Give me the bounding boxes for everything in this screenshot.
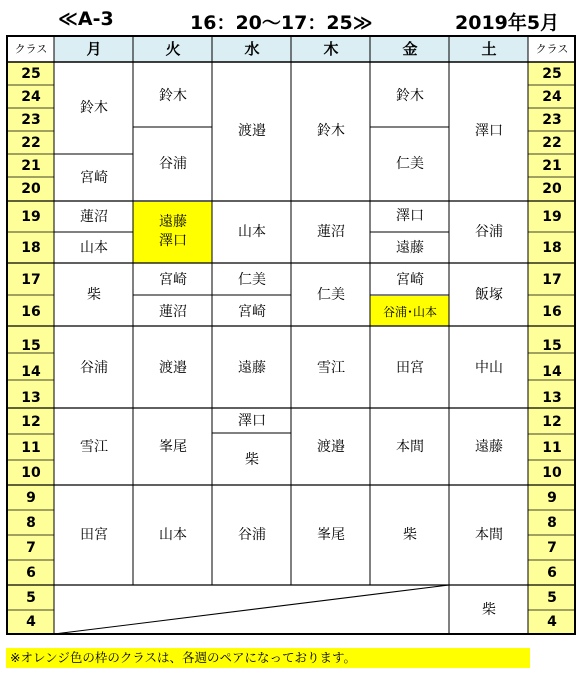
- class-num-left: 13: [21, 390, 41, 406]
- class-num-left: 9: [26, 490, 36, 506]
- day-header-wed: 水: [244, 40, 260, 58]
- cell-fri: 仁美: [396, 156, 424, 172]
- class-num-right: 25: [542, 66, 562, 82]
- cell-tue: 渡邉: [159, 360, 187, 376]
- class-num-left: 14: [21, 364, 41, 380]
- class-num-right: 14: [542, 364, 562, 380]
- class-num-left: 17: [21, 272, 41, 288]
- cell-wed: 宮崎: [238, 304, 266, 320]
- class-num-right: 13: [542, 390, 562, 406]
- cell-fri: 本間: [396, 439, 424, 455]
- schedule-title: ≪A-3: [58, 8, 114, 30]
- class-num-left: 22: [21, 135, 41, 151]
- cell-thu: 雪江: [317, 360, 345, 376]
- cell-fri: 柴: [403, 527, 417, 543]
- class-header-right: クラス: [535, 42, 569, 56]
- time-range: 16：20～17：25≫: [190, 12, 373, 34]
- class-num-left: 21: [21, 158, 41, 174]
- class-num-left: 11: [21, 440, 41, 456]
- cell-fri: 田宮: [396, 360, 424, 376]
- class-num-right: 16: [542, 304, 562, 320]
- class-num-right: 15: [542, 338, 562, 354]
- cell-wed: 仁美: [238, 272, 266, 288]
- cell-wed: 山本: [238, 224, 266, 240]
- cell-wed: 澤口: [238, 413, 266, 429]
- month-label: 2019年5月: [455, 12, 560, 34]
- cell-mon: 谷浦: [80, 360, 108, 376]
- class-num-right: 10: [542, 465, 562, 481]
- class-num-left: 5: [26, 590, 36, 606]
- class-num-right: 4: [547, 614, 557, 630]
- class-num-left: 25: [21, 66, 41, 82]
- class-num-right: 22: [542, 135, 562, 151]
- cell-wed: 谷浦: [238, 527, 266, 543]
- day-header-mon: 月: [86, 40, 102, 58]
- class-num-right: 21: [542, 158, 562, 174]
- cell-thu: 峯尾: [317, 527, 345, 543]
- cell-mon: 蓮沼: [80, 209, 108, 225]
- class-num-right: 24: [542, 89, 562, 105]
- cell-fri: 澤口: [396, 208, 424, 224]
- cell-wed: 柴: [245, 452, 259, 468]
- class-num-left: 15: [21, 338, 41, 354]
- class-num-left: 8: [26, 515, 36, 531]
- class-num-right: 12: [542, 414, 562, 430]
- class-num-left: 4: [26, 614, 36, 630]
- class-num-left: 12: [21, 414, 41, 430]
- class-num-right: 11: [542, 440, 562, 456]
- day-header-fri: 金: [402, 40, 418, 58]
- cell-wed: 渡邉: [238, 123, 266, 139]
- class-num-left: 6: [26, 565, 36, 581]
- class-num-right: 18: [542, 240, 562, 256]
- cell-tue: 澤口: [159, 233, 187, 249]
- cell-mon: 宮崎: [80, 170, 108, 186]
- cell-mon: 雪江: [80, 439, 108, 455]
- cell-thu: 渡邉: [317, 439, 345, 455]
- cell-tue: 蓮沼: [159, 304, 187, 320]
- cell-tue: 鈴木: [159, 88, 187, 104]
- cell-thu: 蓮沼: [317, 224, 345, 240]
- cell-thu: 仁美: [317, 287, 345, 303]
- cell-tue: 谷浦: [159, 156, 187, 172]
- day-header-tue: 火: [165, 40, 181, 58]
- cell-fri: 谷浦･山本: [382, 305, 438, 319]
- cell-sat: 澤口: [475, 123, 503, 139]
- class-num-left: 19: [21, 209, 41, 225]
- footnote: ※オレンジ色の枠のクラスは、各週のペアになっております。: [6, 648, 530, 668]
- class-num-right: 9: [547, 490, 557, 506]
- class-num-right: 5: [547, 590, 557, 606]
- cell-tue: 宮崎: [159, 272, 187, 288]
- cell-fri: 宮崎: [396, 272, 424, 288]
- cell-sat: 飯塚: [475, 287, 503, 303]
- cell-tue: 峯尾: [159, 439, 187, 455]
- cell-sat: 中山: [475, 360, 503, 376]
- class-num-left: 10: [21, 465, 41, 481]
- cell-wed: 遠藤: [238, 360, 266, 376]
- class-num-right: 8: [547, 515, 557, 531]
- class-header-left: クラス: [14, 42, 48, 56]
- cell-sat: 本間: [475, 527, 503, 543]
- class-num-left: 24: [21, 89, 41, 105]
- class-num-left: 23: [21, 112, 41, 128]
- cell-sat: 柴: [482, 602, 496, 618]
- cell-sat: 遠藤: [475, 439, 503, 455]
- cell-sat: 谷浦: [475, 224, 503, 240]
- class-num-right: 20: [542, 181, 562, 197]
- cell-mon: 鈴木: [80, 100, 108, 116]
- cell-fri: 遠藤: [396, 240, 424, 256]
- day-header-thu: 木: [323, 40, 339, 58]
- cell-mon: 山本: [80, 240, 108, 256]
- class-num-right: 17: [542, 272, 562, 288]
- cell-tue: 遠藤: [159, 214, 187, 230]
- day-header-sat: 土: [481, 40, 497, 58]
- class-num-left: 16: [21, 304, 41, 320]
- cell-mon: 柴: [87, 287, 101, 303]
- class-num-left: 7: [26, 540, 36, 556]
- cell-fri: 鈴木: [396, 88, 424, 104]
- class-num-right: 19: [542, 209, 562, 225]
- cell-tue: 山本: [159, 527, 187, 543]
- class-num-left: 20: [21, 181, 41, 197]
- cell-mon: 田宮: [80, 527, 108, 543]
- class-num-right: 23: [542, 112, 562, 128]
- class-num-right: 6: [547, 565, 557, 581]
- class-num-right: 7: [547, 540, 557, 556]
- class-num-left: 18: [21, 240, 41, 256]
- cell-thu: 鈴木: [317, 123, 345, 139]
